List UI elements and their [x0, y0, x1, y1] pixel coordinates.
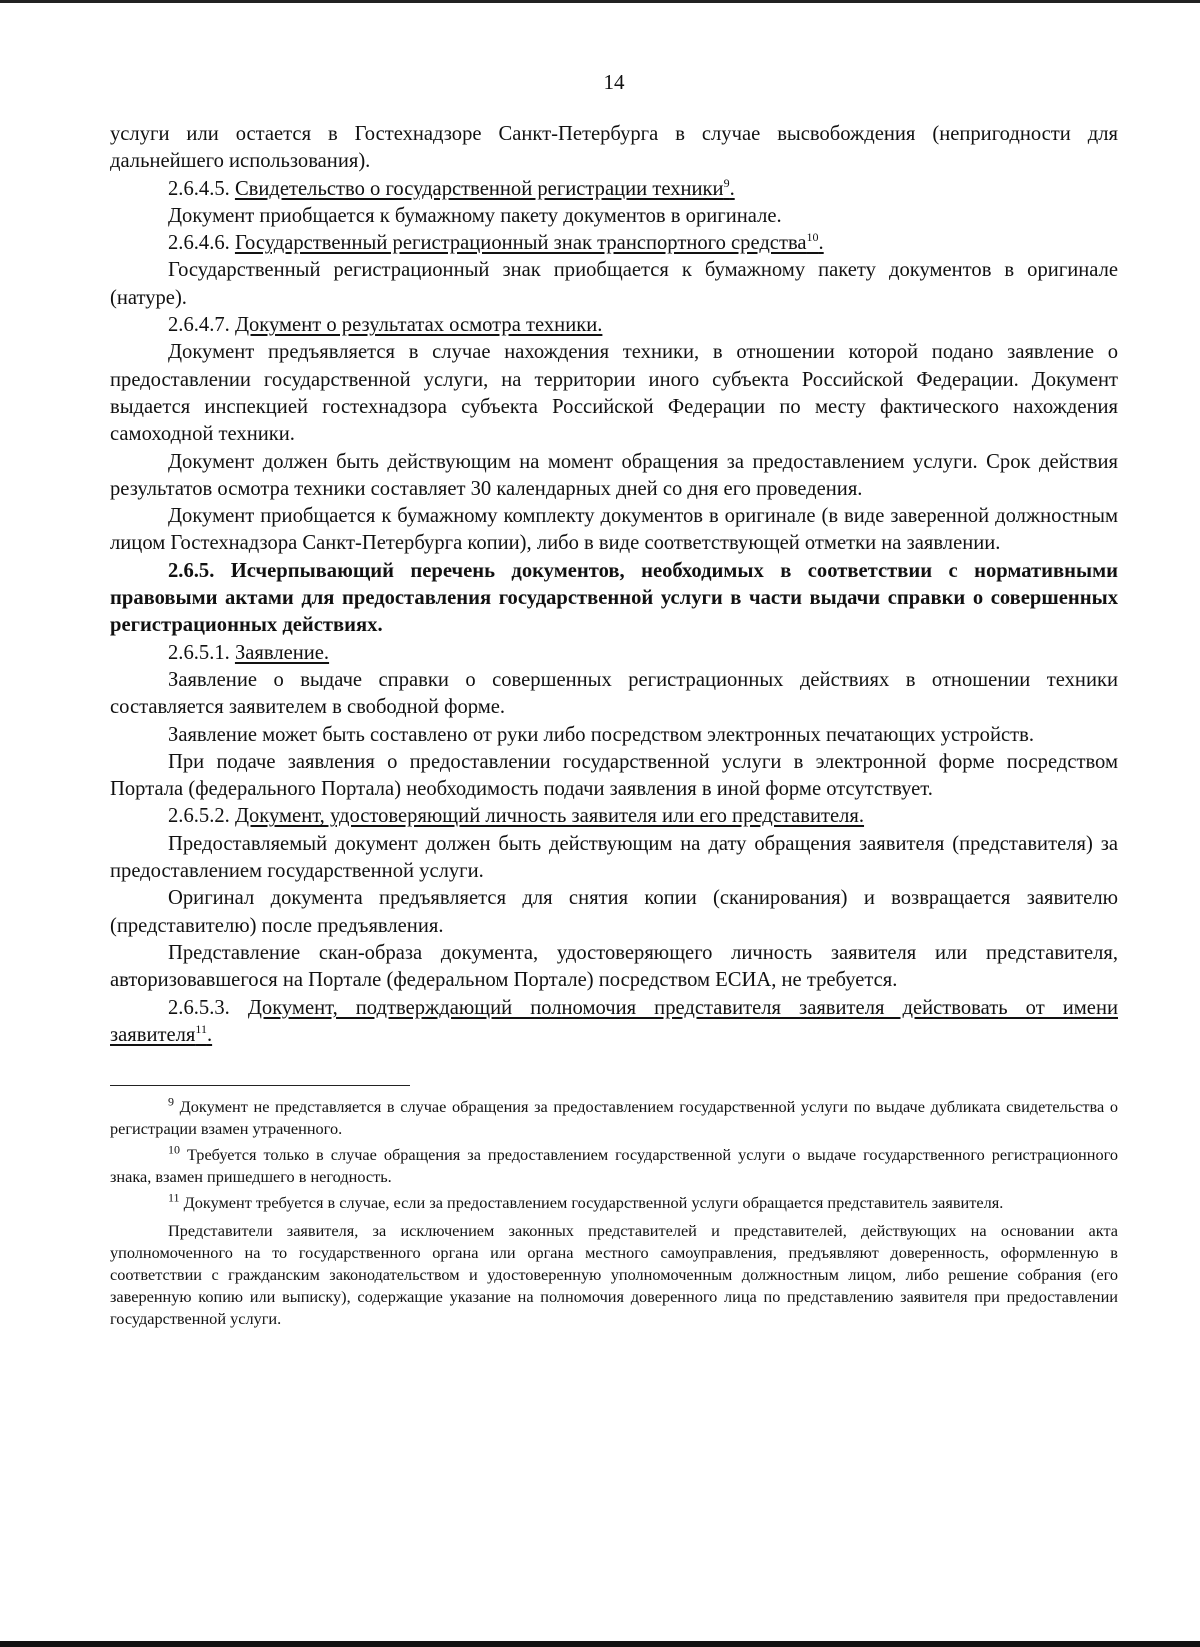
page-number: 14: [603, 70, 625, 94]
section-title: Документ, подтверждающий полномочия представителя заявителя действовать от имени заявителя$^{11}$.: [110, 996, 1118, 1046]
paragraph: При подаче заявления о предоставлении государственной услуги в электронной форме посредством Портала (федерального Портала) необходимость подачи заявления в иной форме отсутствует.: [110, 750, 1118, 801]
section-title: Документ, удостоверяющий личность заявителя или его представителя.: [234, 805, 865, 828]
paragraph: Документ приобщается к бумажному пакету документов в оригинале.: [168, 204, 782, 227]
scan-edge-bottom: [0, 1641, 1200, 1647]
footnote-11: [110, 1192, 1118, 1330]
section-heading-2-6-5-2: [110, 803, 1118, 830]
paragraph: Документ должен быть действующим на момент обращения за предоставлением услуги. Срок действия результатов осмотра техники составляет 30 календарных дней со дня его проведения.: [110, 450, 1118, 500]
section-number: 2.6.4.6.: [168, 232, 230, 255]
section-title: Государственный регистрационный знак транспортного средства$^{10}$.: [234, 230, 824, 255]
section-number: 2.6.5.2.: [168, 805, 230, 828]
section-heading-2-6-5: 2.6.5. Исчерпывающий перечень документов, необходимых в соответствии с нормативными правовыми актами для предоставления государственной услуги в части выдачи справки о совершенных регистрационных действиях.: [110, 559, 1118, 637]
paragraph: Документ приобщается к бумажному комплекту документов в оригинале (в виде заверенной должностным лицом Гостехнадзора Санкт-Петербурга копии), либо в виде соответствующей отметки на заявлении.: [110, 505, 1118, 555]
section-heading-2-6-4-7: [110, 312, 1118, 339]
section-heading-2-6-5-3: [110, 995, 1118, 1050]
section-number: 2.6.4.7.: [168, 314, 230, 337]
document-page: [110, 70, 1118, 1334]
paragraph: Представление скан-образа документа, удостоверяющего личность заявителя или представителя, авторизовавшегося на Портале (федеральном Портале) посредством ЕСИА, не требуется.: [110, 941, 1118, 992]
section-number: 2.6.5.1.: [168, 641, 230, 664]
section-heading-2-6-5-1: [110, 640, 1118, 667]
section-heading-2-6-4-5: [110, 176, 1118, 203]
section-heading-2-6-4-6: [110, 230, 1118, 257]
section-number: 2.6.4.5.: [168, 177, 230, 200]
footnotes: [110, 1085, 1118, 1330]
paragraph: Государственный регистрационный знак приобщается к бумажному пакету документов в оригинале (натуре).: [110, 259, 1118, 309]
paragraph: услуги или остается в Гостехнадзоре Санкт-Петербурга в случае высвобождения (непригодности для дальнейшего использования).: [110, 123, 1118, 173]
footnote-text-continued: Представители заявителя, за исключением законных представителей и представителей, действующих на основании акта уполномоченного на то государственного органа или органа местного самоуправления, предъявляют доверенность, оформленную в соответствии с гражданским законодательством и удостоверенную уполномоченным должностным лицом, либо решение собрания (его заверенную копию или выписку), содержащие указание на полномочия доверенного лица по представлению заявителя при предоставлении государственной услуги.: [110, 1221, 1118, 1329]
section-number: 2.6.5.3.: [168, 996, 230, 1019]
footnote-text: Требуется только в случае обращения за предоставлением государственной услуги о выдаче государственного регистрационного знака, взамен пришедшего в негодность.: [110, 1145, 1118, 1187]
footnote-mark: 11: [168, 1190, 180, 1205]
footnote-text: Документ требуется в случае, если за предоставлением государственной услуги обращается представитель заявителя.: [183, 1193, 1004, 1213]
paragraph: Заявление о выдаче справки о совершенных регистрационных действиях в отношении техники составляется заявителем в свободной форме.: [110, 668, 1118, 719]
paragraph: Документ предъявляется в случае нахождения техники, в отношении которой подано заявление о предоставлении государственной услуги, на территории иного субъекта Российской Федерации. Документ выдается инспекцией гостехнадзора субъекта Российской Федерации по месту фактического нахождения самоходной техники.: [110, 341, 1118, 446]
footnote-ref: 9: [723, 175, 730, 190]
footnote-mark: 10: [168, 1142, 180, 1157]
paragraph: Заявление может быть составлено от руки либо посредством электронных печатающих устройств.: [168, 723, 1034, 746]
footnote-text: Документ не представляется в случае обращения за предоставлением государственной услуги по выдаче дубликата свидетельства о регистрации взамен утраченного.: [110, 1097, 1118, 1139]
footnote-10: [110, 1144, 1118, 1188]
section-title: Свидетельство о государственной регистрации техники$^9$.: [234, 175, 735, 200]
scan-edge-top: [0, 0, 1200, 3]
section-title: Документ о результатах осмотра техники.: [234, 314, 603, 337]
footnote-ref: 11: [195, 1021, 207, 1036]
footnote-ref: 10: [806, 230, 819, 245]
paragraph: Предоставляемый документ должен быть действующим на дату обращения заявителя (представителя) за предоставлением государственной услуги.: [110, 832, 1118, 883]
section-title: Заявление.: [234, 641, 330, 664]
paragraph: Оригинал документа предъявляется для снятия копии (сканирования) и возвращается заявителю (представителю) после предъявления.: [110, 887, 1118, 937]
footnote-separator: [110, 1085, 410, 1086]
footnote-mark: 9: [168, 1094, 174, 1109]
footnote-9: [110, 1096, 1118, 1140]
